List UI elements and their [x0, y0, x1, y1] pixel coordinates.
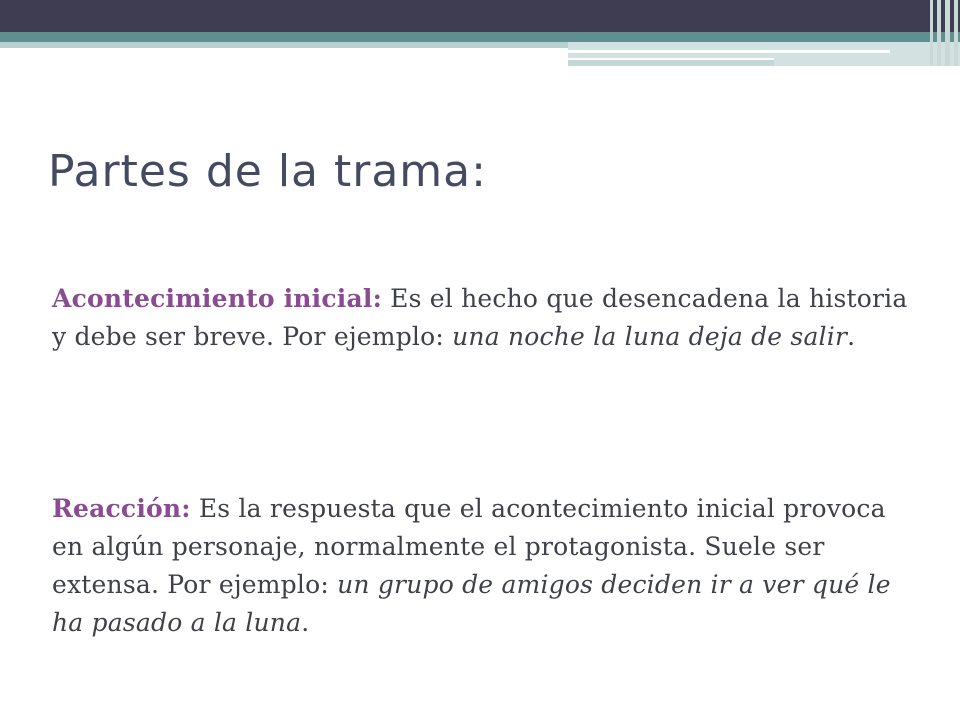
header-light-mid-bar: [568, 60, 774, 66]
example-text: una noche la luna deja de salir: [452, 322, 848, 351]
header-light-bar: [0, 42, 568, 48]
corner-stripe: [930, 0, 933, 66]
paragraph-reaction: [52, 490, 912, 642]
header-teal-bar: [0, 32, 960, 42]
paragraph-end: .: [301, 608, 310, 637]
term-label: Acontecimiento inicial:: [52, 284, 383, 313]
definition-text: Es la respuesta que el acontecimiento inicial provoca en algún personaje, normalmente el protagonista. Suele ser extensa. Por ejemplo:: [52, 494, 886, 599]
header-divider-line: [568, 50, 890, 53]
slide-title: Partes de la trama:: [48, 146, 487, 197]
corner-stripe: [954, 0, 958, 66]
header-divider-line-2: [568, 58, 774, 60]
term-label: Reacción:: [52, 494, 191, 523]
corner-stripe: [937, 0, 941, 66]
paragraph-initial-event: [52, 280, 912, 356]
definition-text: Es el hecho que desencadena la historia y debe ser breve. Por ejemplo:: [52, 284, 908, 351]
header-dark-bar: [0, 0, 960, 32]
corner-stripe: [945, 0, 950, 66]
paragraph-end: .: [847, 322, 856, 351]
example-text: un grupo de amigos deciden ir a ver qué le ha pasado a la luna: [52, 570, 891, 637]
corner-stripes: [928, 0, 960, 66]
